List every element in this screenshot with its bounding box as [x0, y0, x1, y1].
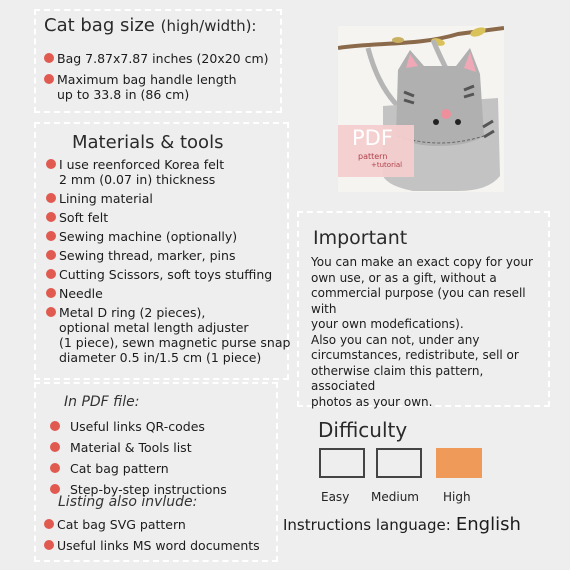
pdf-pattern-badge: PDF pattern +tutorial	[338, 125, 414, 177]
bullet-icon	[50, 442, 60, 452]
bullet-icon	[50, 463, 60, 473]
list-item: Metal D ring (2 pieces), optional metal length adjuster (1 piece), sewn magnetic purse snap diameter 0.5 in/1.5 cm (1 piece)	[46, 305, 290, 365]
materials-list	[46, 157, 290, 369]
difficulty-medium-box	[376, 448, 422, 478]
pdf-contents-heading: In PDF file:	[64, 394, 140, 410]
important-text: You can make an exact copy for your own use, or as a gift, without a commercial purpose (you can resell with your own modefications). Also you can not, under any circumstances, redistribute, sell or otherwise claim this pattern, associated photos as your own.	[311, 255, 533, 409]
bullet-icon	[46, 193, 56, 203]
language-value: English	[455, 514, 521, 535]
important-panel	[297, 211, 550, 407]
list-item: Useful links QR-codes	[50, 419, 227, 434]
list-item: Lining material	[46, 191, 290, 206]
list-item: Bag 7.87x7.87 inches (20x20 cm)	[44, 51, 269, 66]
difficulty-easy-box	[319, 448, 365, 478]
list-item: Soft felt	[46, 210, 290, 225]
list-item: Cutting Scissors, soft toys stuffing	[46, 267, 290, 282]
bag-size-panel	[34, 9, 282, 113]
bullet-icon	[44, 53, 54, 63]
bullet-icon	[44, 74, 54, 84]
listing-extras-heading: Listing also invlude:	[58, 494, 198, 510]
bullet-icon	[50, 484, 60, 494]
listing-extras-list	[44, 517, 260, 559]
difficulty-easy-label: Easy	[321, 490, 350, 504]
bullet-icon	[46, 212, 56, 222]
bullet-icon	[44, 519, 54, 529]
product-photo	[338, 26, 504, 192]
list-item: Needle	[46, 286, 290, 301]
difficulty-medium-label: Medium	[371, 490, 419, 504]
list-item: Sewing thread, marker, pins	[46, 248, 290, 263]
materials-panel	[34, 122, 289, 380]
list-item: Useful links MS word documents	[44, 538, 260, 553]
bag-size-title: Cat bag size (high/width):	[44, 15, 257, 36]
difficulty-title: Difficulty	[318, 418, 408, 442]
list-item: Sewing machine (optionally)	[46, 229, 290, 244]
bullet-icon	[46, 269, 56, 279]
list-item: Cat bag SVG pattern	[44, 517, 260, 532]
list-item: Step-by-step instructions	[50, 482, 227, 497]
list-item: I use reenforced Korea felt 2 mm (0.07 in) thickness	[46, 157, 290, 187]
bullet-icon	[46, 231, 56, 241]
language-label: Instructions language:	[283, 516, 451, 534]
difficulty-high-box	[436, 448, 482, 478]
bullet-icon	[46, 250, 56, 260]
list-item: Cat bag pattern	[50, 461, 227, 476]
instructions-language	[283, 514, 521, 535]
pdf-contents-panel	[34, 382, 278, 562]
materials-title: Materials & tools	[72, 132, 224, 153]
bullet-icon	[44, 540, 54, 550]
bullet-icon	[46, 307, 56, 317]
list-item: Maximum bag handle length up to 33.8 in (86 cm)	[44, 72, 269, 102]
bullet-icon	[46, 159, 56, 169]
bullet-icon	[46, 288, 56, 298]
list-item: Material & Tools list	[50, 440, 227, 455]
bullet-icon	[50, 421, 60, 431]
pdf-contents-list	[50, 419, 227, 503]
important-title: Important	[313, 227, 408, 249]
difficulty-high-label: High	[443, 490, 471, 504]
bag-size-list	[44, 51, 269, 108]
